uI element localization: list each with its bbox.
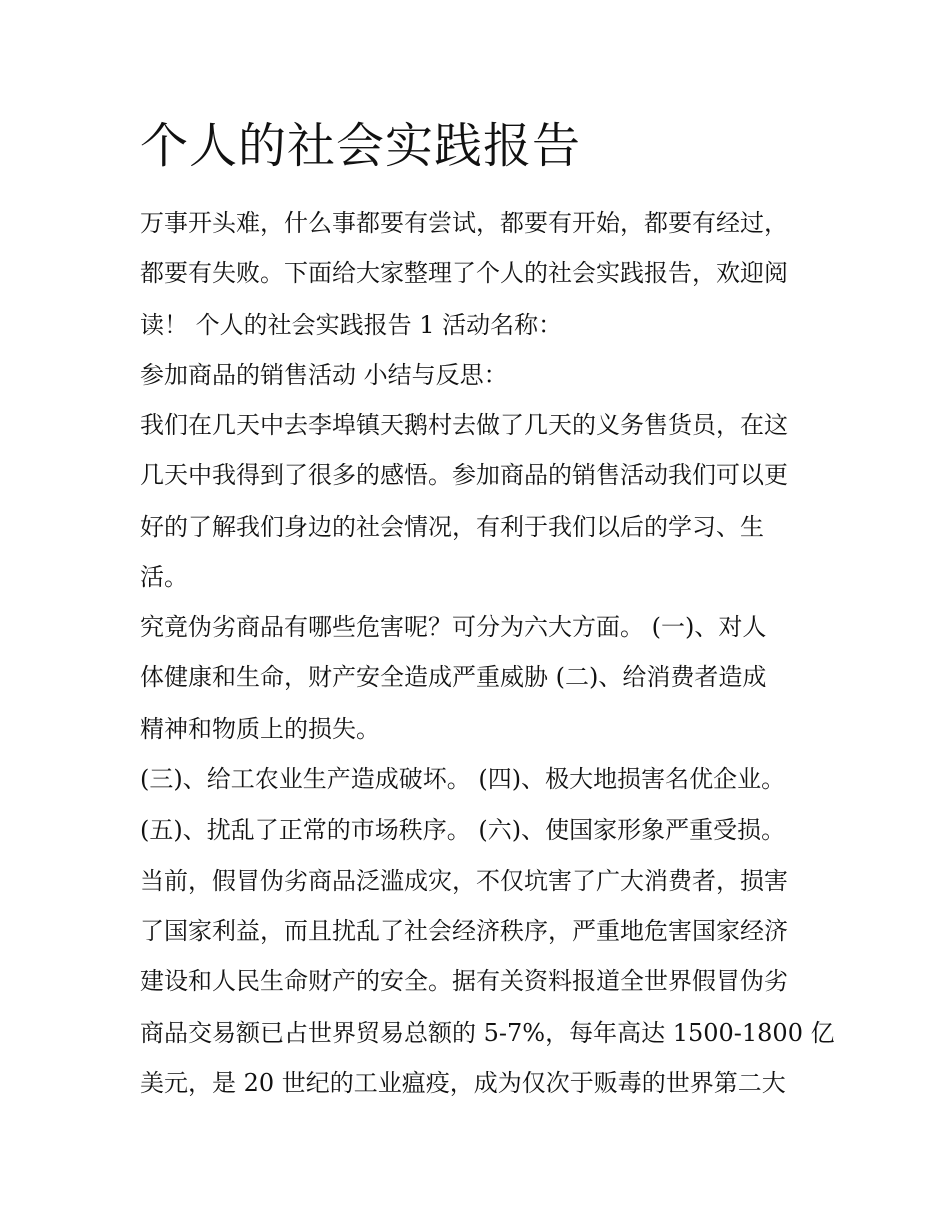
page-title: 个人的社会实践报告 bbox=[140, 118, 582, 174]
body-line: 了国家利益，而且扰乱了社会经济秩序，严重地危害国家经济 bbox=[140, 917, 788, 945]
body-line: 商品交易额已占世界贸易总额的 5-7%，每年高达 1500-1800 亿 bbox=[140, 1019, 835, 1047]
body-line: 都要有失败。下面给大家整理了个人的社会实践报告，欢迎阅 bbox=[140, 259, 788, 287]
body-line: 好的了解我们身边的社会情况，有利于我们以后的学习、生 bbox=[140, 513, 764, 541]
body-line: 几天中我得到了很多的感悟。参加商品的销售活动我们可以更 bbox=[140, 461, 788, 489]
body-line: 活。 bbox=[140, 563, 188, 591]
body-line: (三)、给工农业生产造成破坏。 (四)、极大地损害名优企业。 bbox=[140, 765, 786, 793]
body-line: 究竟伪劣商品有哪些危害呢？可分为六大方面。 (一)、对人 bbox=[140, 613, 767, 641]
body-line: 万事开头难，什么事都要有尝试，都要有开始，都要有经过， bbox=[140, 209, 788, 237]
body-line: 建设和人民生命财产的安全。据有关资料报道全世界假冒伪劣 bbox=[140, 967, 788, 995]
body-line: 当前，假冒伪劣商品泛滥成灾，不仅坑害了广大消费者，损害 bbox=[140, 867, 788, 895]
body-line: 读！ 个人的社会实践报告 1 活动名称： bbox=[140, 311, 563, 339]
body-line: 我们在几天中去李埠镇天鹅村去做了几天的义务售货员，在这 bbox=[140, 411, 788, 439]
body-line: 体健康和生命，财产安全造成严重威胁 (二)、给消费者造成 bbox=[140, 663, 767, 691]
body-line: 美元，是 20 世纪的工业瘟疫，成为仅次于贩毒的世界第二大 bbox=[140, 1069, 786, 1097]
body-line: 精神和物质上的损失。 bbox=[140, 715, 380, 743]
body-line: 参加商品的销售活动 小结与反思： bbox=[140, 361, 508, 389]
body-line: (五)、扰乱了正常的市场秩序。 (六)、使国家形象严重受损。 bbox=[140, 816, 786, 844]
